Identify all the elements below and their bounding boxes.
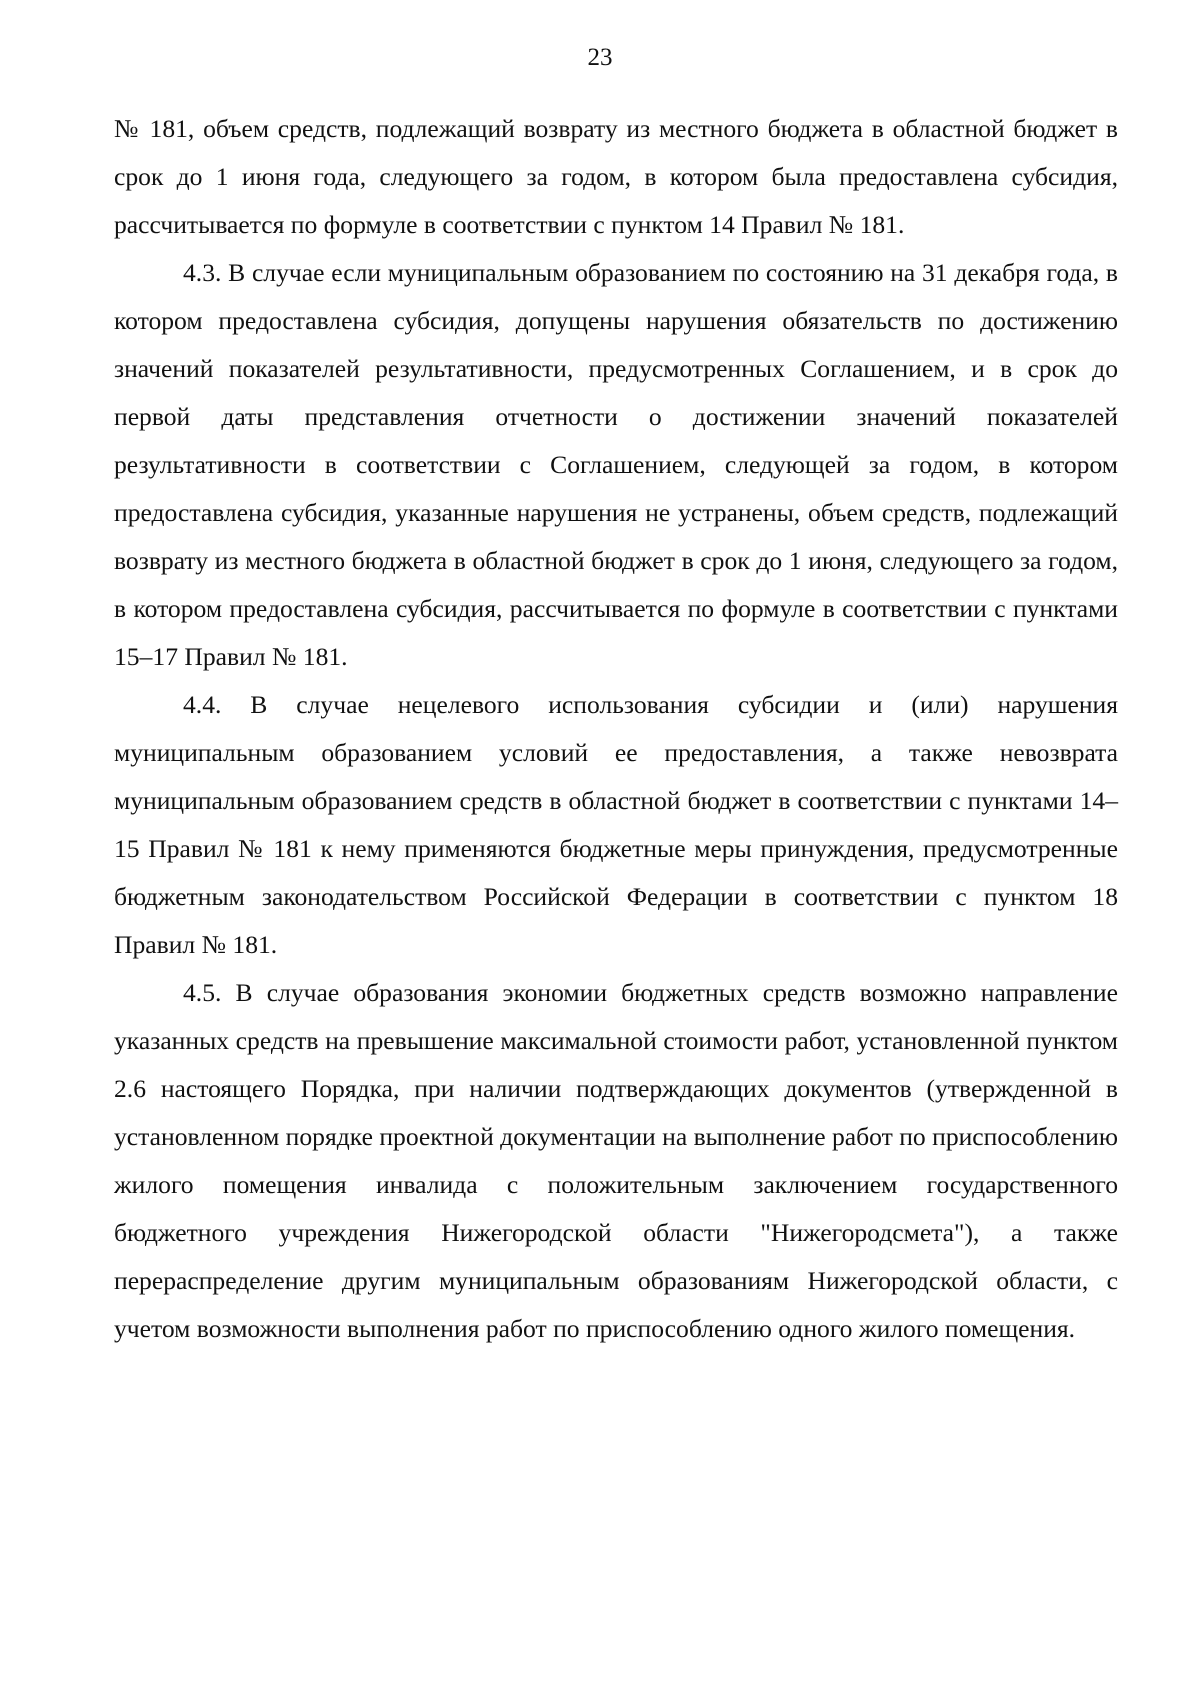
page-number: 23 [587,44,613,71]
paragraph-4-5: 4.5. В случае образования экономии бюджетных средств возможно направление указанных средств на превышение максимальной стоимости работ, установленной пунктом 2.6 настоящего Порядка, при наличии подтверждающих документов (утвержденной в установленном порядке проектной документации на выполнение работ по приспособлению жилого помещения инвалида с положительным заключением государственного бюджетного учреждения Нижегородской области "Нижегородсмета"), а также перераспределение другим муниципальным образованиям Нижегородской области, с учетом возможности выполнения работ по приспособлению одного жилого помещения. [114,978,1118,1343]
paragraph-continuation: № 181, объем средств, подлежащий возврату из местного бюджета в областной бюджет в срок до 1 июня года, следующего за годом, в котором была предоставлена субсидия, рассчитывается по формуле в соответствии с пунктом 14 Правил № 181. [114,114,1118,239]
document-body [114,105,1118,1353]
paragraph-4-4: 4.4. В случае нецелевого использования субсидии и (или) нарушения муниципальным образованием условий ее предоставления, а также невозврата муниципальным образованием средств в областной бюджет в соответствии с пунктами 14–15 Правил № 181 к нему применяются бюджетные меры принуждения, предусмотренные бюджетным законодательством Российской Федерации в соответствии с пунктом 18 Правил № 181. [114,690,1118,959]
paragraph-4-3: 4.3. В случае если муниципальным образованием по состоянию на 31 декабря года, в котором предоставлена субсидия, допущены нарушения обязательств по достижению значений показателей результативности, предусмотренных Соглашением, и в срок до первой даты представления отчетности о достижении значений показателей результативности в соответствии с Соглашением, следующей за годом, в котором предоставлена субсидия, указанные нарушения не устранены, объем средств, подлежащий возврату из местного бюджета в областной бюджет в срок до 1 июня, следующего за годом, в котором предоставлена субсидия, рассчитывается по формуле в соответствии с пунктами 15–17 Правил № 181. [114,258,1118,671]
